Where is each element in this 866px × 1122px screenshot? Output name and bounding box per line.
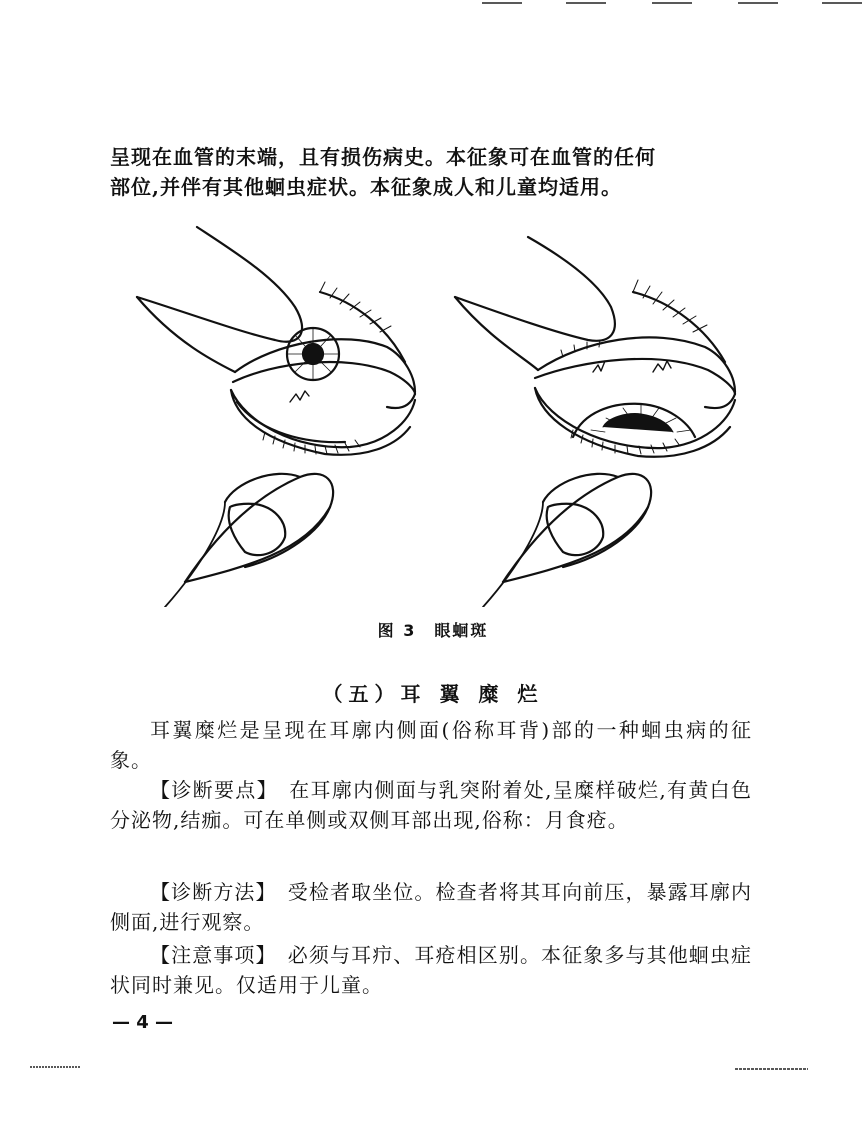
diagnosis-method-text: 受检者取坐位。检查者将其耳向前压，暴露耳廓内侧面,进行观察。	[110, 880, 753, 934]
diagnosis-method-label: 【诊断方法】	[150, 880, 267, 904]
eye-illustration	[125, 222, 750, 607]
continued-line-1: 呈现在血管的末端，且有损伤病史。本征象可在血管的任何	[110, 145, 656, 169]
continued-paragraph	[110, 142, 752, 202]
section-intro: 耳翼糜烂是呈现在耳廓内侧面(俗称耳背)部的一种蛔虫病的征象。	[110, 718, 752, 772]
notes-text: 必须与耳疖、耳疮相区别。本征象多与其他蛔虫症状同时兼见。仅适用于儿童。	[110, 943, 753, 997]
figure-caption: 图 3 眼蛔斑	[377, 621, 489, 640]
diagnosis-points	[110, 775, 752, 835]
notes	[110, 940, 752, 1000]
notes-label: 【注意事项】	[150, 943, 267, 967]
left-eye-drawing	[137, 227, 415, 607]
diagnosis-method	[110, 877, 752, 937]
page-number: — 4 —	[112, 1012, 174, 1033]
diagnosis-points-text: 在耳廓内侧面与乳突附着处,呈糜样破烂,有黄白色分泌物,结痂。可在单侧或双侧耳部出现,俗称：月食疮。	[110, 778, 752, 832]
section-title: （五）耳 翼 糜 烂	[322, 682, 544, 706]
continued-line-2: 部位,并伴有其他蛔虫症状。本征象成人和儿童均适用。	[110, 175, 622, 199]
right-eye-drawing	[455, 237, 735, 607]
diagnosis-points-label: 【诊断要点】	[150, 778, 268, 802]
